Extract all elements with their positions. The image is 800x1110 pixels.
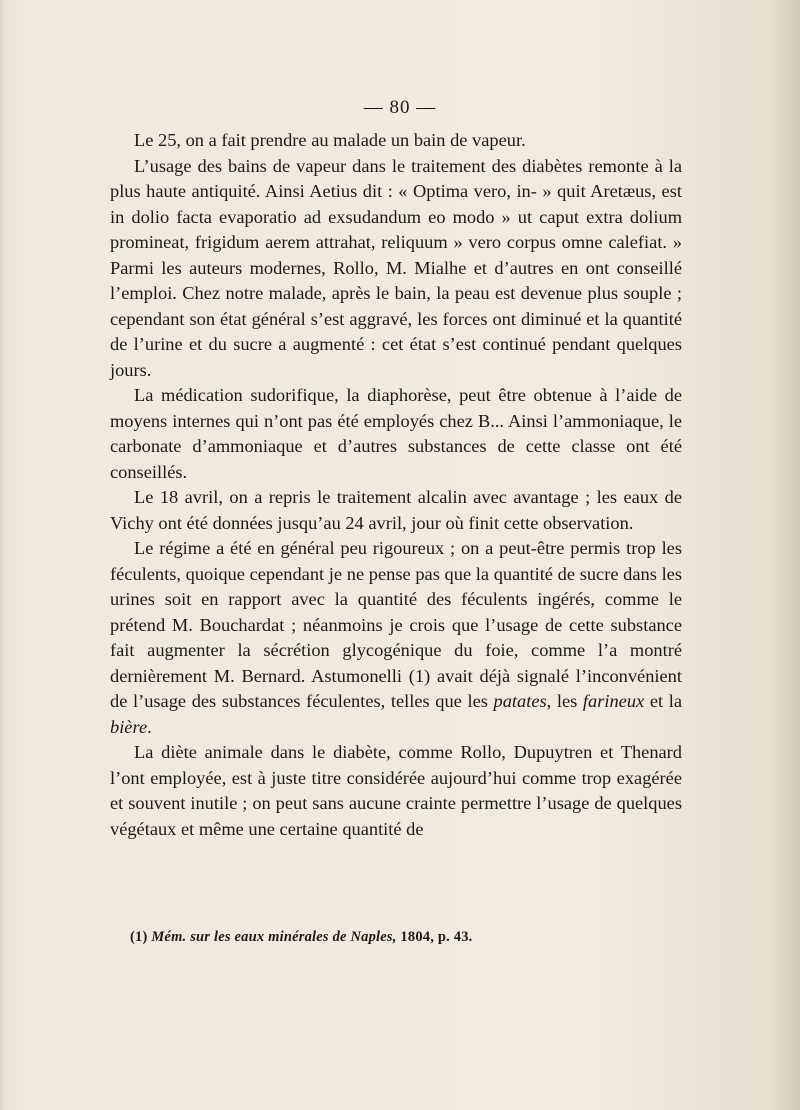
footnote bbox=[130, 929, 473, 946]
paragraph-5 bbox=[110, 536, 682, 740]
emphasis-patates: patates bbox=[493, 691, 547, 711]
paragraph-5-text-c: et la bbox=[644, 691, 682, 711]
paragraph-5-text-b: , les bbox=[546, 691, 583, 711]
paragraph-2: L’usage des bains de vapeur dans le traitement des diabètes remonte à la plus haute antiquité. Ainsi Aetius dit : « Optima vero, in- » quit Aretæus, est in dolio facta evaporatio ad exsudandum eo modo » ut caput extra dolium promineat, frigidum aerem attrahat, reliquum » vero corpus omne calefiat. » Parmi les auteurs modernes, Rollo, M. Mialhe et d’autres en ont conseillé l’emploi. Chez notre malade, après le bain, la peau est devenue plus souple ; cependant son état général s’est aggravé, les forces ont diminué et la quantité de l’urine et du sucre a augmenté : cet état s’est continué pendant quelques jours. bbox=[110, 155, 682, 380]
body-text bbox=[110, 128, 682, 842]
emphasis-farineux: farineux bbox=[582, 691, 645, 711]
paragraph-5-text-a: Le régime a été en général peu rigoureux ; on a peut-être permis trop les féculents, quoique cependant je ne pense pas que la quantité de sucre dans les urines soit en rapport avec la quantité des féculents ingérés, comme le prétend M. Bouchardat ; néanmoins je crois que l’usage de cette substance fait augmenter la sécrétion glycogénique du foie, comme l’a montré dernièrement M. Bernard. Astumonelli (1) avait déjà signalé l’inconvénient de l’usage des substances féculentes, telles que les bbox=[110, 538, 682, 711]
paragraph-6: La diète animale dans le diabète, comme Rollo, Dupuytren et Thenard l’ont employée, est à juste titre considérée aujourd’hui comme trop exagérée et souvent inutile ; on peut sans aucune crainte permettre l’usage de quelques végétaux et même une certaine quantité de bbox=[110, 742, 682, 839]
page-number: — 80 — bbox=[363, 97, 437, 118]
footnote-reference: 1804, p. 43. bbox=[396, 929, 473, 945]
emphasis-biere: bière bbox=[110, 716, 148, 737]
footnote-marker: (1) bbox=[130, 929, 148, 945]
paragraph-4: Le 18 avril, on a repris le traitement alcalin avec avantage ; les eaux de Vichy ont été données jusqu’au 24 avril, jour où finit cette observation. bbox=[110, 487, 682, 533]
paragraph-5-text-d: . bbox=[147, 716, 152, 737]
paragraph-1: Le 25, on a fait prendre au malade un bain de vapeur. bbox=[134, 130, 526, 150]
footnote-title: Mém. sur les eaux minérales de Naples, bbox=[151, 929, 397, 945]
paragraph-3: La médication sudorifique, la diaphorèse, peut être obtenue à l’aide de moyens internes qui n’ont pas été employés chez B... Ainsi l’ammoniaque, le carbonate d’ammoniaque et d’autres substances de cette classe ont été conseillés. bbox=[110, 385, 682, 482]
